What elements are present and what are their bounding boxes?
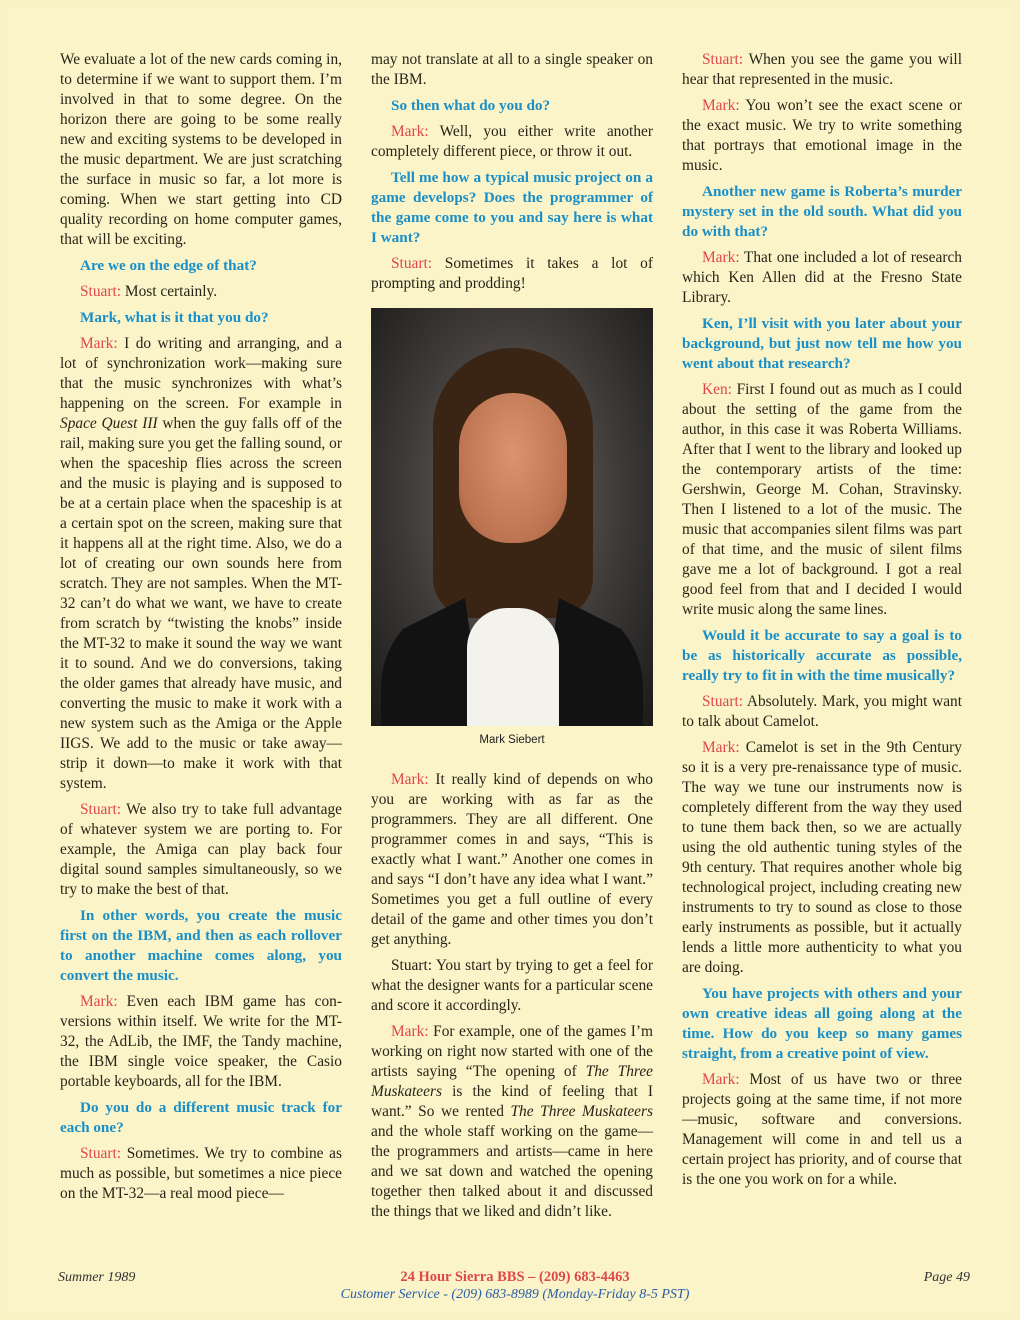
interview-paragraph <box>60 992 342 1092</box>
speaker-label: Mark: <box>80 335 118 352</box>
portrait-photo <box>371 308 653 726</box>
speaker-label: Mark: <box>702 1071 740 1088</box>
speaker-label: Mark: <box>80 993 118 1010</box>
paragraph-text: may not translate at all to a single speaker on the IBM. <box>371 51 653 88</box>
paragraph-text: It really kind of depends on who you are working with as far as the programmers. They are all different. One programmer comes in and says, “This is exactly what I want.” Another one comes in and says “I don’t have any idea what I want.” Sometimes you get a full outline of every detail of the game and other times you don’t get anything. <box>371 771 653 948</box>
footer-contact <box>280 1268 750 1304</box>
interview-paragraph <box>371 1022 653 1222</box>
paragraph-text: and the whole staff working on the game—the programmers and artists—came in here and we sat down and watched the opening together then talked about it and discussed the things that we liked and didn’t like. <box>371 1123 653 1220</box>
interview-paragraph <box>60 282 342 302</box>
paragraph-text: Sometimes. We try to combine as much as possible, but sometimes a nice piece on the MT-32—a real mood piece— <box>60 1145 342 1202</box>
paragraph-text: Most certainly. <box>121 283 218 300</box>
paragraph-text: Sometimes it takes a lot of prompting and prodding! <box>371 255 653 292</box>
paragraph-text: We evaluate a lot of the new cards coming in, to determine if we want to support them. I’m involved in that to some degree. On the horizon there are going to be some really new and exciting systems to be developed in the music department. We are just scratching the surface in music so far, a lot more is coming. When we start getting into CD quality recording on home computer games, that will be exciting. <box>60 51 342 248</box>
interview-question: Are we on the edge of that? <box>80 257 257 274</box>
speaker-label: Mark: <box>702 97 740 114</box>
interview-paragraph <box>682 50 962 90</box>
column-1 <box>60 50 342 1250</box>
interview-paragraph <box>371 956 653 1016</box>
paragraph-text: Most of us have two or three projects going at the same time, if not more—music, software and conversions. Management will come in and tell us a certain project has priority, and of course that is the one you work on for a while. <box>682 1071 962 1188</box>
paragraph-text: When you see the game you will hear that represented in the music. <box>682 51 962 88</box>
interview-paragraph <box>682 380 962 620</box>
paragraph-text: Even each IBM game has conversions within itself. We write for the MT-32, the AdLib, the IMF, the Tandy machine, the IBM single voice speaker, the Casio portable keyboards, all for the IBM. <box>60 993 342 1090</box>
interview-question: Ken, I’ll visit with you later about your background, but just now tell me how you went about that research? <box>682 315 962 372</box>
paragraph-text: We also try to take full advantage of whatever system we are porting to. For example, the Amiga can play back four digital sound samples simultaneously, so we try to make the best of that. <box>60 801 342 898</box>
paragraph-text: is the kind of feeling that I want.” So we rented <box>371 1083 653 1120</box>
interview-paragraph <box>371 50 653 90</box>
interview-question: You have projects with others and your own creative ideas all going along at the time. How do you keep so many games straight, from a creative point of view. <box>682 985 962 1062</box>
interview-paragraph <box>371 122 653 162</box>
footer-page-number: Page 49 <box>923 1270 970 1285</box>
interview-paragraph <box>60 334 342 794</box>
footer-season: Summer 1989 <box>58 1270 136 1285</box>
photo-caption: Mark Siebert <box>479 734 545 746</box>
paragraph-text: when the guy falls off of the rail, making sure you get the falling sound, or when the spaceship flies across the screen and the music is playing and is supposed to be at a certain place when the spaceship is at a certain spot on the screen, making sure that it happens all at the right time. Also, we do a lot of creating our own sounds here from scratch. They are not samples. When the MT-32 can’t do what we want, we have to create from scratch by “twisting the knobs” inside the MT-32 to make it sound the way we want it to sound. And we do conversions, taking the older games that already have music, and converting the music to make it work with a new system such as the Amiga or the Apple IIGS. We add to the music or take away—strip it down—to make it work with that system. <box>60 415 342 792</box>
speaker-label: Mark: <box>391 1023 429 1040</box>
column-2 <box>371 50 653 1250</box>
column-3 <box>682 50 962 1250</box>
paragraph-text: Well, you either write another completely different piece, or throw it out. <box>371 123 653 160</box>
speaker-label: Mark: <box>702 739 740 756</box>
speaker-label: Stuart: <box>702 693 744 710</box>
interview-question: Do you do a different music track for each one? <box>60 1099 342 1136</box>
interview-paragraph <box>60 50 342 250</box>
speaker-label: Ken: <box>702 381 732 398</box>
interview-paragraph <box>371 770 653 950</box>
paragraph-text: Absolutely. Mark, you might want to talk about Camelot. <box>682 693 962 730</box>
interview-paragraph <box>60 1144 342 1204</box>
interview-question: Tell me how a typical music project on a game develops? Does the programmer of the game come to you and say here is what I want? <box>371 169 653 246</box>
speaker-label: Stuart: <box>391 255 433 272</box>
footer-bbs: 24 Hour Sierra BBS – (209) 683-4463 <box>400 1269 630 1285</box>
speaker-label: Mark: <box>702 249 740 266</box>
paragraph-text: For example, one of the games I’m working on right now started with one of the artists saying “The opening of <box>371 1023 653 1080</box>
interview-paragraph <box>60 800 342 900</box>
column-2-top <box>371 50 653 294</box>
interview-paragraph <box>682 692 962 732</box>
interview-paragraph <box>682 96 962 176</box>
interview-paragraph <box>682 738 962 978</box>
interview-paragraph <box>371 254 653 294</box>
interview-question: In other words, you create the music first on the IBM, and then as each rollover to another machine comes along, you convert the music. <box>60 907 342 984</box>
portrait-shirt <box>467 608 559 726</box>
speaker-label: Stuart: <box>80 283 122 300</box>
game-title: Space Quest III <box>60 415 158 432</box>
paragraph-text: First I found out as much as I could about the setting of the game from the author, in this case it was Roberta Williams. After that I went to the library and looked up the contemporary artists of the time: Gershwin, George M. Cohan, Stravinsky. Then I listened to a lot of the music. The music that accompanies silent films was part of that time, and the music of silent films gave me a lot of background. I got a real good feel from that and I decided I would write music along the same lines. <box>682 381 962 618</box>
paragraph-text: Stuart: You start by trying to get a feel for what the designer wants for a particular scene and score it accordingly. <box>371 957 653 1014</box>
interview-paragraph <box>682 248 962 308</box>
game-title: The Three Muskateers <box>371 1063 653 1100</box>
interview-question: Mark, what is it that you do? <box>80 309 269 326</box>
interview-question: Would it be accurate to say a goal is to be as historically accurate as possible, really try to fit in with the time musically? <box>682 627 962 684</box>
paragraph-text: You won’t see the exact scene or the exact music. We try to write something that portrays that emotional image in the music. <box>682 97 962 174</box>
interview-question: Another new game is Roberta’s murder mystery set in the old south. What did you do with that? <box>682 183 962 240</box>
paragraph-text: Camelot is set in the 9th Century so it is a very pre-renaissance type of music. The way we tune our instruments now is completely different from the way they used to tune them back then, so we are actually using the old authentic tuning styles of the 9th century. That requires another whole big technological project, including creating new instruments to try to sound as close to those early instruments as possible, but it actually lends a little more authenticity to what you are doing. <box>682 739 962 976</box>
interview-question: So then what do you do? <box>391 97 551 114</box>
footer-customer-service: Customer Service - (209) 683-8989 (Monday-Friday 8-5 PST) <box>340 1287 690 1302</box>
paragraph-text: I do writing and arranging, and a lot of synchronization work—making sure that the music synchronizes with what’s happening on the screen. For example in <box>60 335 342 412</box>
column-2-bottom <box>371 770 653 1222</box>
speaker-label: Mark: <box>391 771 429 788</box>
film-title: The Three Muskateers <box>510 1103 653 1120</box>
portrait-face <box>459 393 567 543</box>
speaker-label: Stuart: <box>80 801 122 818</box>
speaker-label: Stuart: <box>702 51 744 68</box>
speaker-label: Mark: <box>391 123 429 140</box>
speaker-label: Stuart: <box>80 1145 122 1162</box>
interview-paragraph <box>682 1070 962 1190</box>
paragraph-text: That one included a lot of research which Ken Allen did at the Fresno State Library. <box>682 249 962 306</box>
